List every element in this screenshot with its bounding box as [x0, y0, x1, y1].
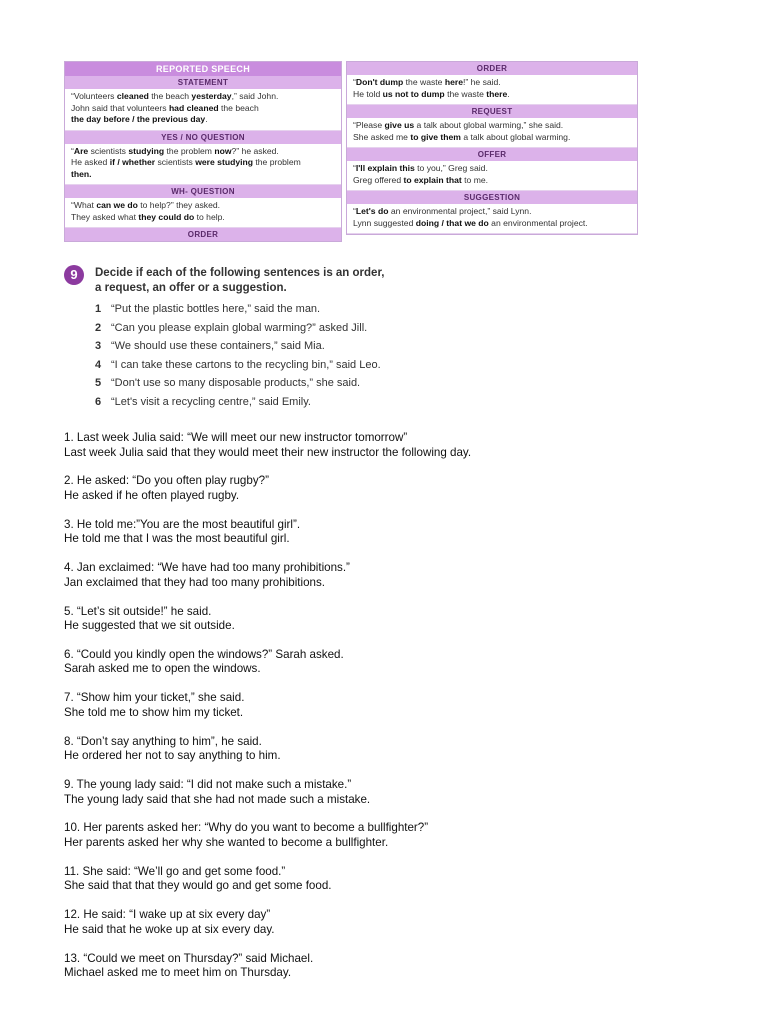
- sentence-pair: [64, 952, 744, 981]
- sentence-pair: [64, 648, 744, 677]
- sentence-pair: [64, 431, 744, 460]
- reported-speech: The young lady said that she had not made such a mistake.: [64, 792, 371, 806]
- table-section-heading: ORDER: [65, 228, 341, 241]
- reported-speech: Her parents asked her why she wanted to become a bullfighter.: [64, 835, 389, 849]
- table-section-example: “Volunteers cleaned the beach yesterday,” said John. John said that volunteers had cleaned the beach the day before / the previous day.: [65, 89, 341, 131]
- sentence-pair: [64, 821, 744, 850]
- direct-speech: 11. She said: “We’ll go and get some food.”: [64, 864, 286, 878]
- table-section-heading: ORDER: [347, 62, 637, 75]
- exercise-item-number: 3: [95, 340, 102, 353]
- table-section-heading: WH- QUESTION: [65, 185, 341, 198]
- exercise-item-number: 6: [95, 395, 102, 408]
- exercise-item-number: 5: [95, 377, 102, 390]
- reported-speech: She said that that they would go and get some food.: [64, 879, 332, 893]
- sentence-pair: [64, 691, 744, 720]
- table-section-example: “I'll explain this to you,” Greg said. Greg offered to explain that to me.: [347, 161, 637, 191]
- exercise-item: [95, 393, 415, 412]
- exercise-item: [95, 319, 415, 338]
- direct-speech: 6. “Could you kindly open the windows?” Sarah asked.: [64, 647, 344, 661]
- table-section-heading: STATEMENT: [65, 76, 341, 89]
- table-section-heading: OFFER: [347, 148, 637, 161]
- table-section-heading: REQUEST: [347, 105, 637, 118]
- table-section-example: “What can we do to help?” they asked. They asked what they could do to help.: [65, 198, 341, 228]
- exercise-item-number: 4: [95, 358, 102, 371]
- sentence-pair: [64, 908, 744, 937]
- reported-speech-answers: [64, 431, 744, 995]
- sentence-pair: [64, 605, 744, 634]
- exercise-item-text: “Can you please explain global warming?” asked Jill.: [111, 321, 368, 334]
- direct-speech: 5. “Let’s sit outside!” he said.: [64, 604, 212, 618]
- sentence-pair: [64, 778, 744, 807]
- reported-speech-table-right: [346, 61, 638, 235]
- exercise-item: [95, 337, 415, 356]
- reported-speech: He said that he woke up at six every day.: [64, 922, 275, 936]
- direct-speech: 12. He said: “I wake up at six every day”: [64, 908, 271, 922]
- exercise-item: [95, 374, 415, 393]
- exercise-item-text: “Put the plastic bottles here,” said the man.: [111, 303, 321, 315]
- reported-speech: She told me to show him my ticket.: [64, 705, 244, 719]
- direct-speech: 4. Jan exclaimed: “We have had too many prohibitions.”: [64, 561, 350, 575]
- table-section-example: “Don't dump the waste here!” he said. He told us not to dump the waste there.: [347, 75, 637, 105]
- reported-speech: He suggested that we sit outside.: [64, 619, 235, 633]
- direct-speech: 1. Last week Julia said: “We will meet our new instructor tomorrow”: [64, 431, 408, 444]
- direct-speech: 3. He told me:”You are the most beautiful girl”.: [64, 517, 301, 531]
- table-section-example: “Please give us a talk about global warming,” she said. She asked me to give them a talk about global warming.: [347, 118, 637, 148]
- direct-speech: 10. Her parents asked her: “Why do you want to become a bullfighter?”: [64, 821, 429, 835]
- exercise-item-text: “Don't use so many disposable products,” she said.: [111, 377, 361, 390]
- exercise-item-text: “I can take these cartons to the recycling bin,” said Leo.: [111, 358, 381, 371]
- reported-speech: He told me that I was the most beautiful girl.: [64, 532, 290, 546]
- sentence-pair: [64, 865, 744, 894]
- direct-speech: 9. The young lady said: “I did not make such a mistake.”: [64, 778, 352, 791]
- table-section-heading: SUGGESTION: [347, 191, 637, 204]
- reported-speech: He ordered her not to say anything to him.: [64, 749, 281, 763]
- table-section-example: “Are scientists studying the problem now?” he asked. He asked if / whether scientists were studying the problem then.: [65, 144, 341, 186]
- reported-speech: Last week Julia said that they would meet their new instructor the following day.: [64, 445, 472, 459]
- sentence-pair: [64, 474, 744, 503]
- exercise-item: [95, 300, 415, 319]
- exercise-item-number: 1: [95, 303, 102, 315]
- sentence-pair: [64, 735, 744, 764]
- sentence-pair: [64, 518, 744, 547]
- sentence-pair: [64, 561, 744, 590]
- exercise-instruction: Decide if each of the following sentences is an order, a request, an offer or a suggestion.: [95, 267, 385, 294]
- direct-speech: 13. “Could we meet on Thursday?” said Michael.: [64, 951, 314, 965]
- direct-speech: 8. “Don’t say anything to him”, he said.: [64, 734, 262, 748]
- exercise-items: [95, 300, 415, 412]
- reported-speech: Michael asked me to meet him on Thursday.: [64, 966, 292, 980]
- direct-speech: 2. He asked: “Do you often play rugby?”: [64, 474, 269, 488]
- exercise-item-text: “Let's visit a recycling centre,” said Emily.: [111, 395, 311, 408]
- exercise-item-text: “We should use these containers,” said Mia.: [111, 340, 325, 353]
- direct-speech: 7. “Show him your ticket,” she said.: [64, 691, 245, 705]
- table-section-example: “Let's do an environmental project,” said Lynn. Lynn suggested doing / that we do an environmental project.: [347, 204, 637, 234]
- exercise-number-badge: 9: [64, 265, 84, 285]
- reported-speech: Jan exclaimed that they had too many prohibitions.: [64, 575, 326, 589]
- reported-speech: He asked if he often played rugby.: [64, 488, 240, 502]
- exercise-item: [95, 356, 415, 375]
- reported-speech: Sarah asked me to open the windows.: [64, 662, 261, 676]
- exercise-item-number: 2: [95, 321, 102, 334]
- reported-speech-table-left: [64, 61, 342, 242]
- table-section-heading: REPORTED SPEECH: [65, 62, 341, 76]
- table-section-heading: YES / NO QUESTION: [65, 131, 341, 144]
